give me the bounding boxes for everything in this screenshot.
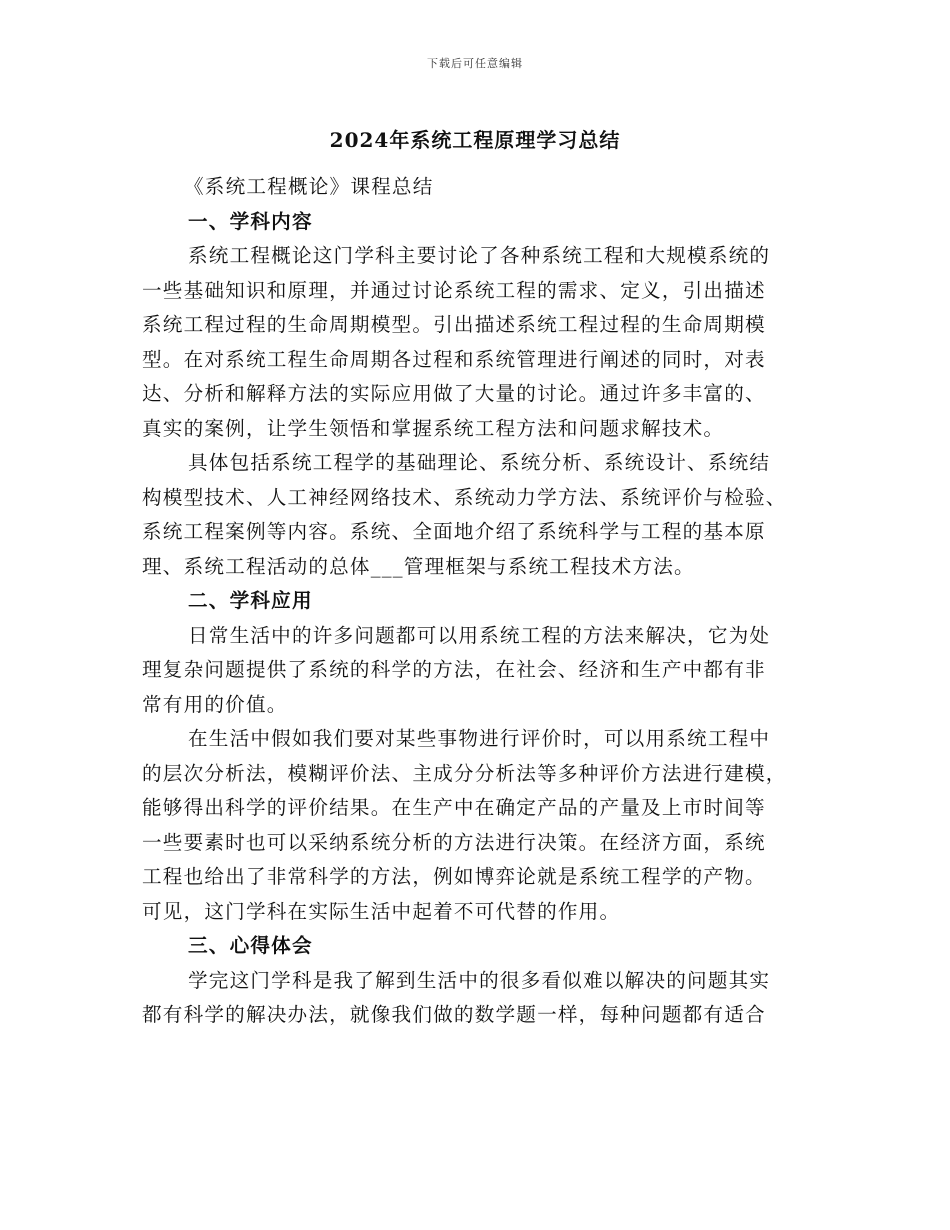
text-line: 的层次分析法，模糊评价法、主成分分析法等多种评价方法进行建模，	[142, 761, 787, 785]
text-line: 日常生活中的许多问题都可以用系统工程的方法来解决，它为处	[188, 623, 771, 647]
text-line: 常有用的价值。	[142, 692, 288, 716]
header-note: 下载后可任意编辑	[427, 57, 523, 70]
text-line: 具体包括系统工程学的基础理论、系统分析、系统设计、系统结	[188, 451, 771, 474]
paragraph	[142, 446, 822, 584]
text-line: 工程也给出了非常科学的方法，例如博弈论就是系统工程学的产物。	[142, 865, 766, 888]
text-line: 系统工程概论这门学科主要讨论了各种系统工程和大规模系统的	[188, 244, 771, 267]
text-line: 真实的案例，让学生领悟和掌握系统工程方法和问题求解技术。	[142, 416, 725, 440]
text-line: 系统工程过程的生命周期模型。引出描述系统工程过程的生命周期模	[142, 313, 766, 336]
document-body	[142, 170, 822, 1033]
text-line: 能够得出科学的评价结果。在生产中在确定产品的产量及上市时间等	[142, 796, 766, 819]
course-subtitle: 《系统工程概论》课程总结	[184, 175, 434, 198]
paragraph	[142, 722, 822, 929]
paragraph	[142, 239, 822, 446]
section-heading: 一、学科内容	[188, 209, 313, 233]
text-line: 都有科学的解决办法，就像我们做的数学题一样，每种问题都有适合	[142, 1003, 766, 1026]
paragraph	[142, 619, 822, 723]
paragraph	[142, 964, 822, 1033]
text-line: 在生活中假如我们要对某些事物进行评价时，可以用系统工程中	[188, 727, 771, 750]
text-line: 理、系统工程活动的总体___管理框架与系统工程技术方法。	[142, 554, 695, 578]
text-line: 理复杂问题提供了系统的科学的方法，在社会、经济和生产中都有非	[142, 658, 766, 681]
text-line: 一些要素时也可以采纳系统分析的方法进行决策。在经济方面，系统	[142, 830, 766, 854]
text-line: 达、分析和解释方法的实际应用做了大量的讨论。通过许多丰富的、	[142, 382, 766, 405]
text-line: 系统工程案例等内容。系统、全面地介绍了系统科学与工程的基本原	[142, 520, 766, 543]
section-heading: 二、学科应用	[188, 589, 313, 612]
document-title: 2024年系统工程原理学习总结	[329, 128, 621, 152]
text-line: 型。在对系统工程生命周期各过程和系统管理进行阐述的同时，对表	[142, 347, 766, 371]
text-line: 一些基础知识和原理，并通过讨论系统工程的需求、定义，引出描述	[142, 278, 766, 302]
section-heading: 三、心得体会	[188, 934, 313, 957]
text-line: 构模型技术、人工神经网络技术、系统动力学方法、系统评价与检验、	[142, 485, 787, 509]
text-line: 学完这门学科是我了解到生活中的很多看似难以解决的问题其实	[188, 968, 771, 992]
text-line: 可见，这门学科在实际生活中起着不可代替的作用。	[142, 899, 621, 923]
